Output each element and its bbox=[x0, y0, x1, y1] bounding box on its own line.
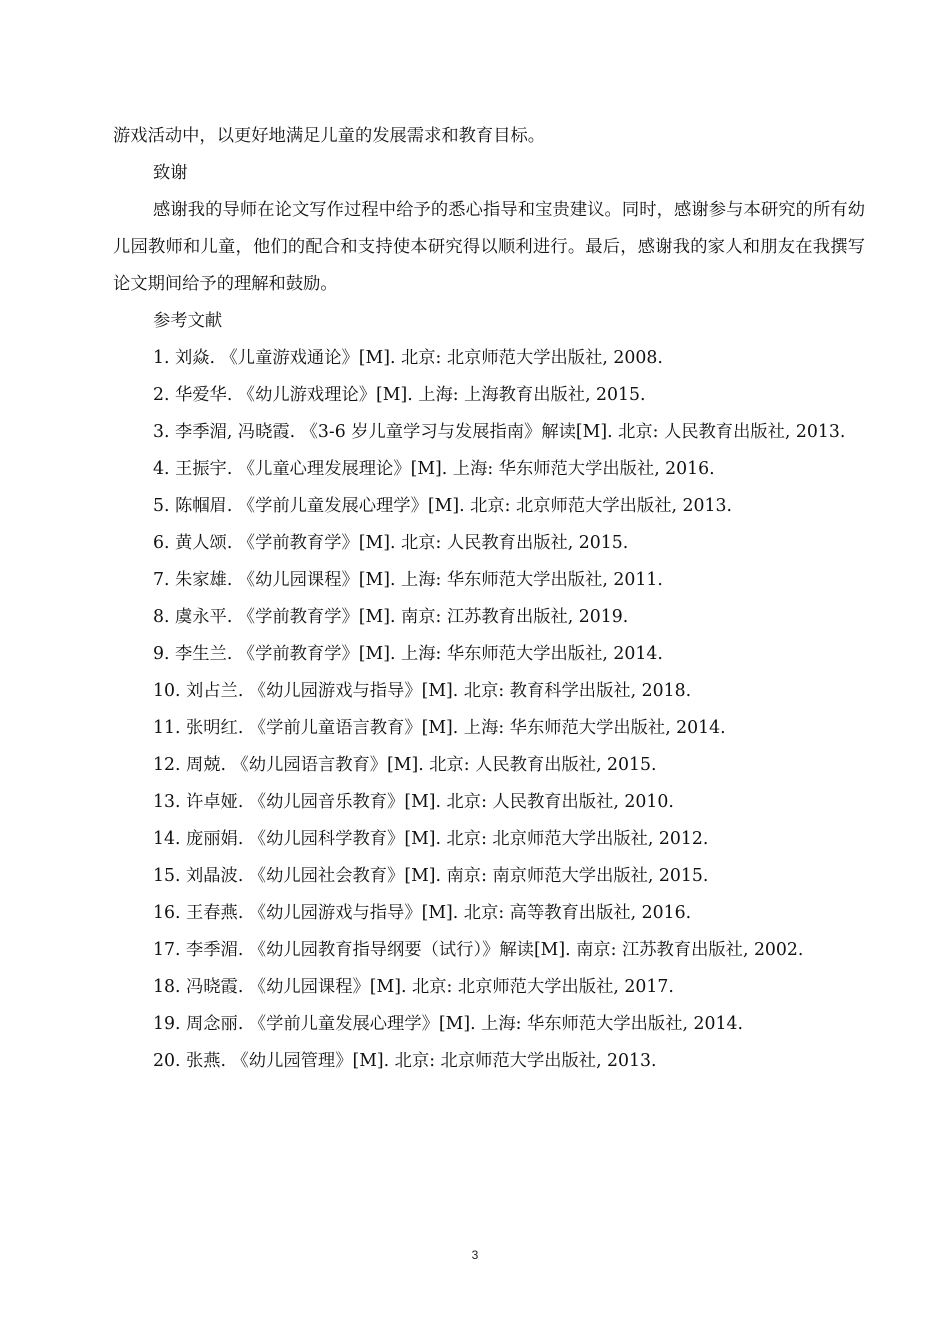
reference-item-10: 10. 刘占兰. 《幼儿园游戏与指导》[M]. 北京: 教育科学出版社, 2018. bbox=[153, 681, 692, 701]
reference-item-16: 16. 王春燕. 《幼儿园游戏与指导》[M]. 北京: 高等教育出版社, 2016. bbox=[153, 903, 692, 923]
reference-item-7: 7. 朱家雄. 《幼儿园课程》[M]. 上海: 华东师范大学出版社, 2011. bbox=[153, 570, 663, 590]
reference-item-19: 19. 周念丽. 《学前儿童发展心理学》[M]. 上海: 华东师范大学出版社, 2014. bbox=[153, 1014, 743, 1034]
page-number: 3 bbox=[471, 1248, 479, 1262]
reference-item-14: 14. 庞丽娟. 《幼儿园科学教育》[M]. 北京: 北京师范大学出版社, 2012. bbox=[153, 829, 709, 849]
reference-item-1: 1. 刘焱. 《儿童游戏通论》[M]. 北京: 北京师范大学出版社, 2008. bbox=[153, 348, 663, 368]
reference-item-5: 5. 陈帼眉. 《学前儿童发展心理学》[M]. 北京: 北京师范大学出版社, 2013. bbox=[153, 496, 732, 516]
reference-item-12: 12. 周兢. 《幼儿园语言教育》[M]. 北京: 人民教育出版社, 2015. bbox=[153, 755, 657, 775]
reference-item-6: 6. 黄人颂. 《学前教育学》[M]. 北京: 人民教育出版社, 2015. bbox=[153, 533, 629, 553]
reference-item-11: 11. 张明红. 《学前儿童语言教育》[M]. 上海: 华东师范大学出版社, 2014. bbox=[153, 718, 726, 738]
acknowledgement-heading: 致谢 bbox=[153, 163, 188, 183]
reference-item-13: 13. 许卓娅. 《幼儿园音乐教育》[M]. 北京: 人民教育出版社, 2010. bbox=[153, 792, 674, 812]
intro-continuation-paragraph: 游戏活动中，以更好地满足儿童的发展需求和教育目标。 bbox=[113, 126, 546, 146]
references-heading: 参考文献 bbox=[153, 311, 223, 331]
reference-item-3: 3. 李季湄, 冯晓霞. 《3-6 岁儿童学习与发展指南》解读[M]. 北京: 人民教育出版社, 2013. bbox=[153, 422, 846, 442]
reference-item-2: 2. 华爱华. 《幼儿游戏理论》[M]. 上海: 上海教育出版社, 2015. bbox=[153, 385, 646, 405]
reference-item-8: 8. 虞永平. 《学前教育学》[M]. 南京: 江苏教育出版社, 2019. bbox=[153, 607, 629, 627]
reference-list bbox=[113, 340, 865, 1080]
page-body bbox=[113, 118, 865, 1080]
reference-item-9: 9. 李生兰. 《学前教育学》[M]. 上海: 华东师范大学出版社, 2014. bbox=[153, 644, 663, 664]
reference-item-15: 15. 刘晶波. 《幼儿园社会教育》[M]. 南京: 南京师范大学出版社, 2015. bbox=[153, 866, 709, 886]
reference-item-17: 17. 李季湄. 《幼儿园教育指导纲要（试行）》解读[M]. 南京: 江苏教育出版社, 2002. bbox=[153, 940, 804, 960]
acknowledgement-paragraph: 感谢我的导师在论文写作过程中给予的悉心指导和宝贵建议。同时，感谢参与本研究的所有幼儿园教师和儿童，他们的配合和支持使本研究得以顺利进行。最后，感谢我的家人和朋友在我撰写论文期间给予的理解和鼓励。 bbox=[113, 200, 865, 294]
reference-item-18: 18. 冯晓霞. 《幼儿园课程》[M]. 北京: 北京师范大学出版社, 2017. bbox=[153, 977, 674, 997]
reference-item-4: 4. 王振宇. 《儿童心理发展理论》[M]. 上海: 华东师范大学出版社, 2016. bbox=[153, 459, 715, 479]
reference-item-20: 20. 张燕. 《幼儿园管理》[M]. 北京: 北京师范大学出版社, 2013. bbox=[153, 1051, 657, 1071]
